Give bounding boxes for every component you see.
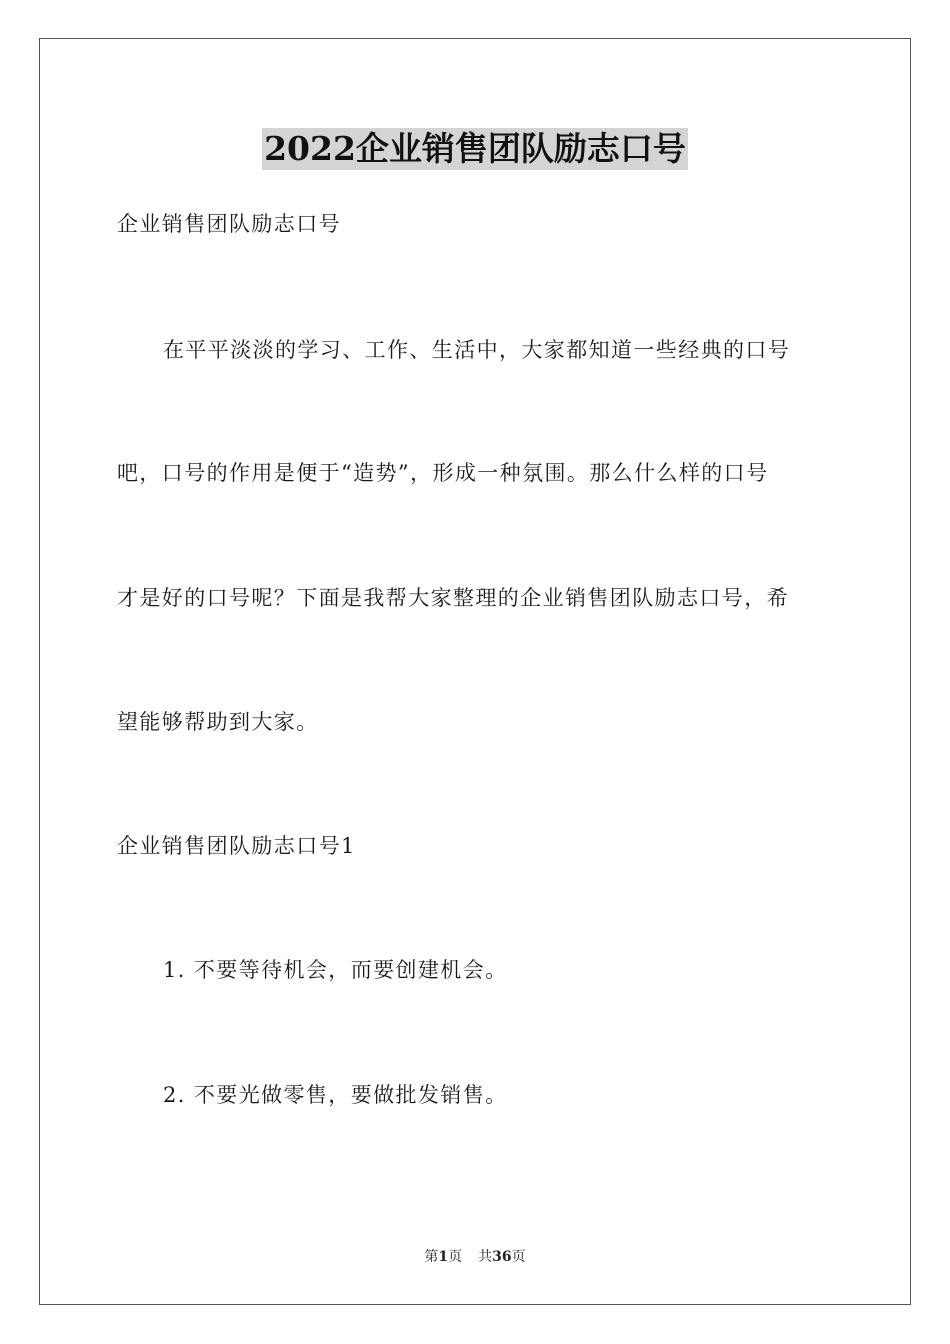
- intro-line-3: 才是好的口号呢？下面是我帮大家整理的企业销售团队励志口号，希: [117, 586, 789, 610]
- document-subtitle: 企业销售团队励志口号: [117, 212, 341, 236]
- footer-page-prefix: 第: [424, 1249, 439, 1265]
- list-item-2: 2. 不要光做零售，要做批发销售。: [163, 1083, 508, 1107]
- document-title-wrapper: [0, 128, 950, 170]
- footer-page-number: 1: [438, 1249, 449, 1265]
- document-title: 2022企业销售团队励志口号: [264, 129, 686, 168]
- page-footer: [0, 1247, 950, 1267]
- footer-total-suffix: 页: [511, 1249, 526, 1265]
- footer-total-pages: 36: [492, 1249, 512, 1265]
- list-item-1: 1. 不要等待机会，而要创建机会。: [163, 958, 508, 982]
- intro-line-1: 在平平淡淡的学习、工作、生活中，大家都知道一些经典的口号: [163, 338, 791, 362]
- footer-page-suffix: 页: [448, 1249, 463, 1265]
- footer-total-prefix: 共: [478, 1249, 493, 1265]
- section-heading: 企业销售团队励志口号1: [117, 834, 356, 858]
- intro-line-4: 望能够帮助到大家。: [117, 710, 319, 734]
- intro-line-2: 吧，口号的作用是便于“造势”，形成一种氛围。那么什么样的口号: [117, 461, 769, 485]
